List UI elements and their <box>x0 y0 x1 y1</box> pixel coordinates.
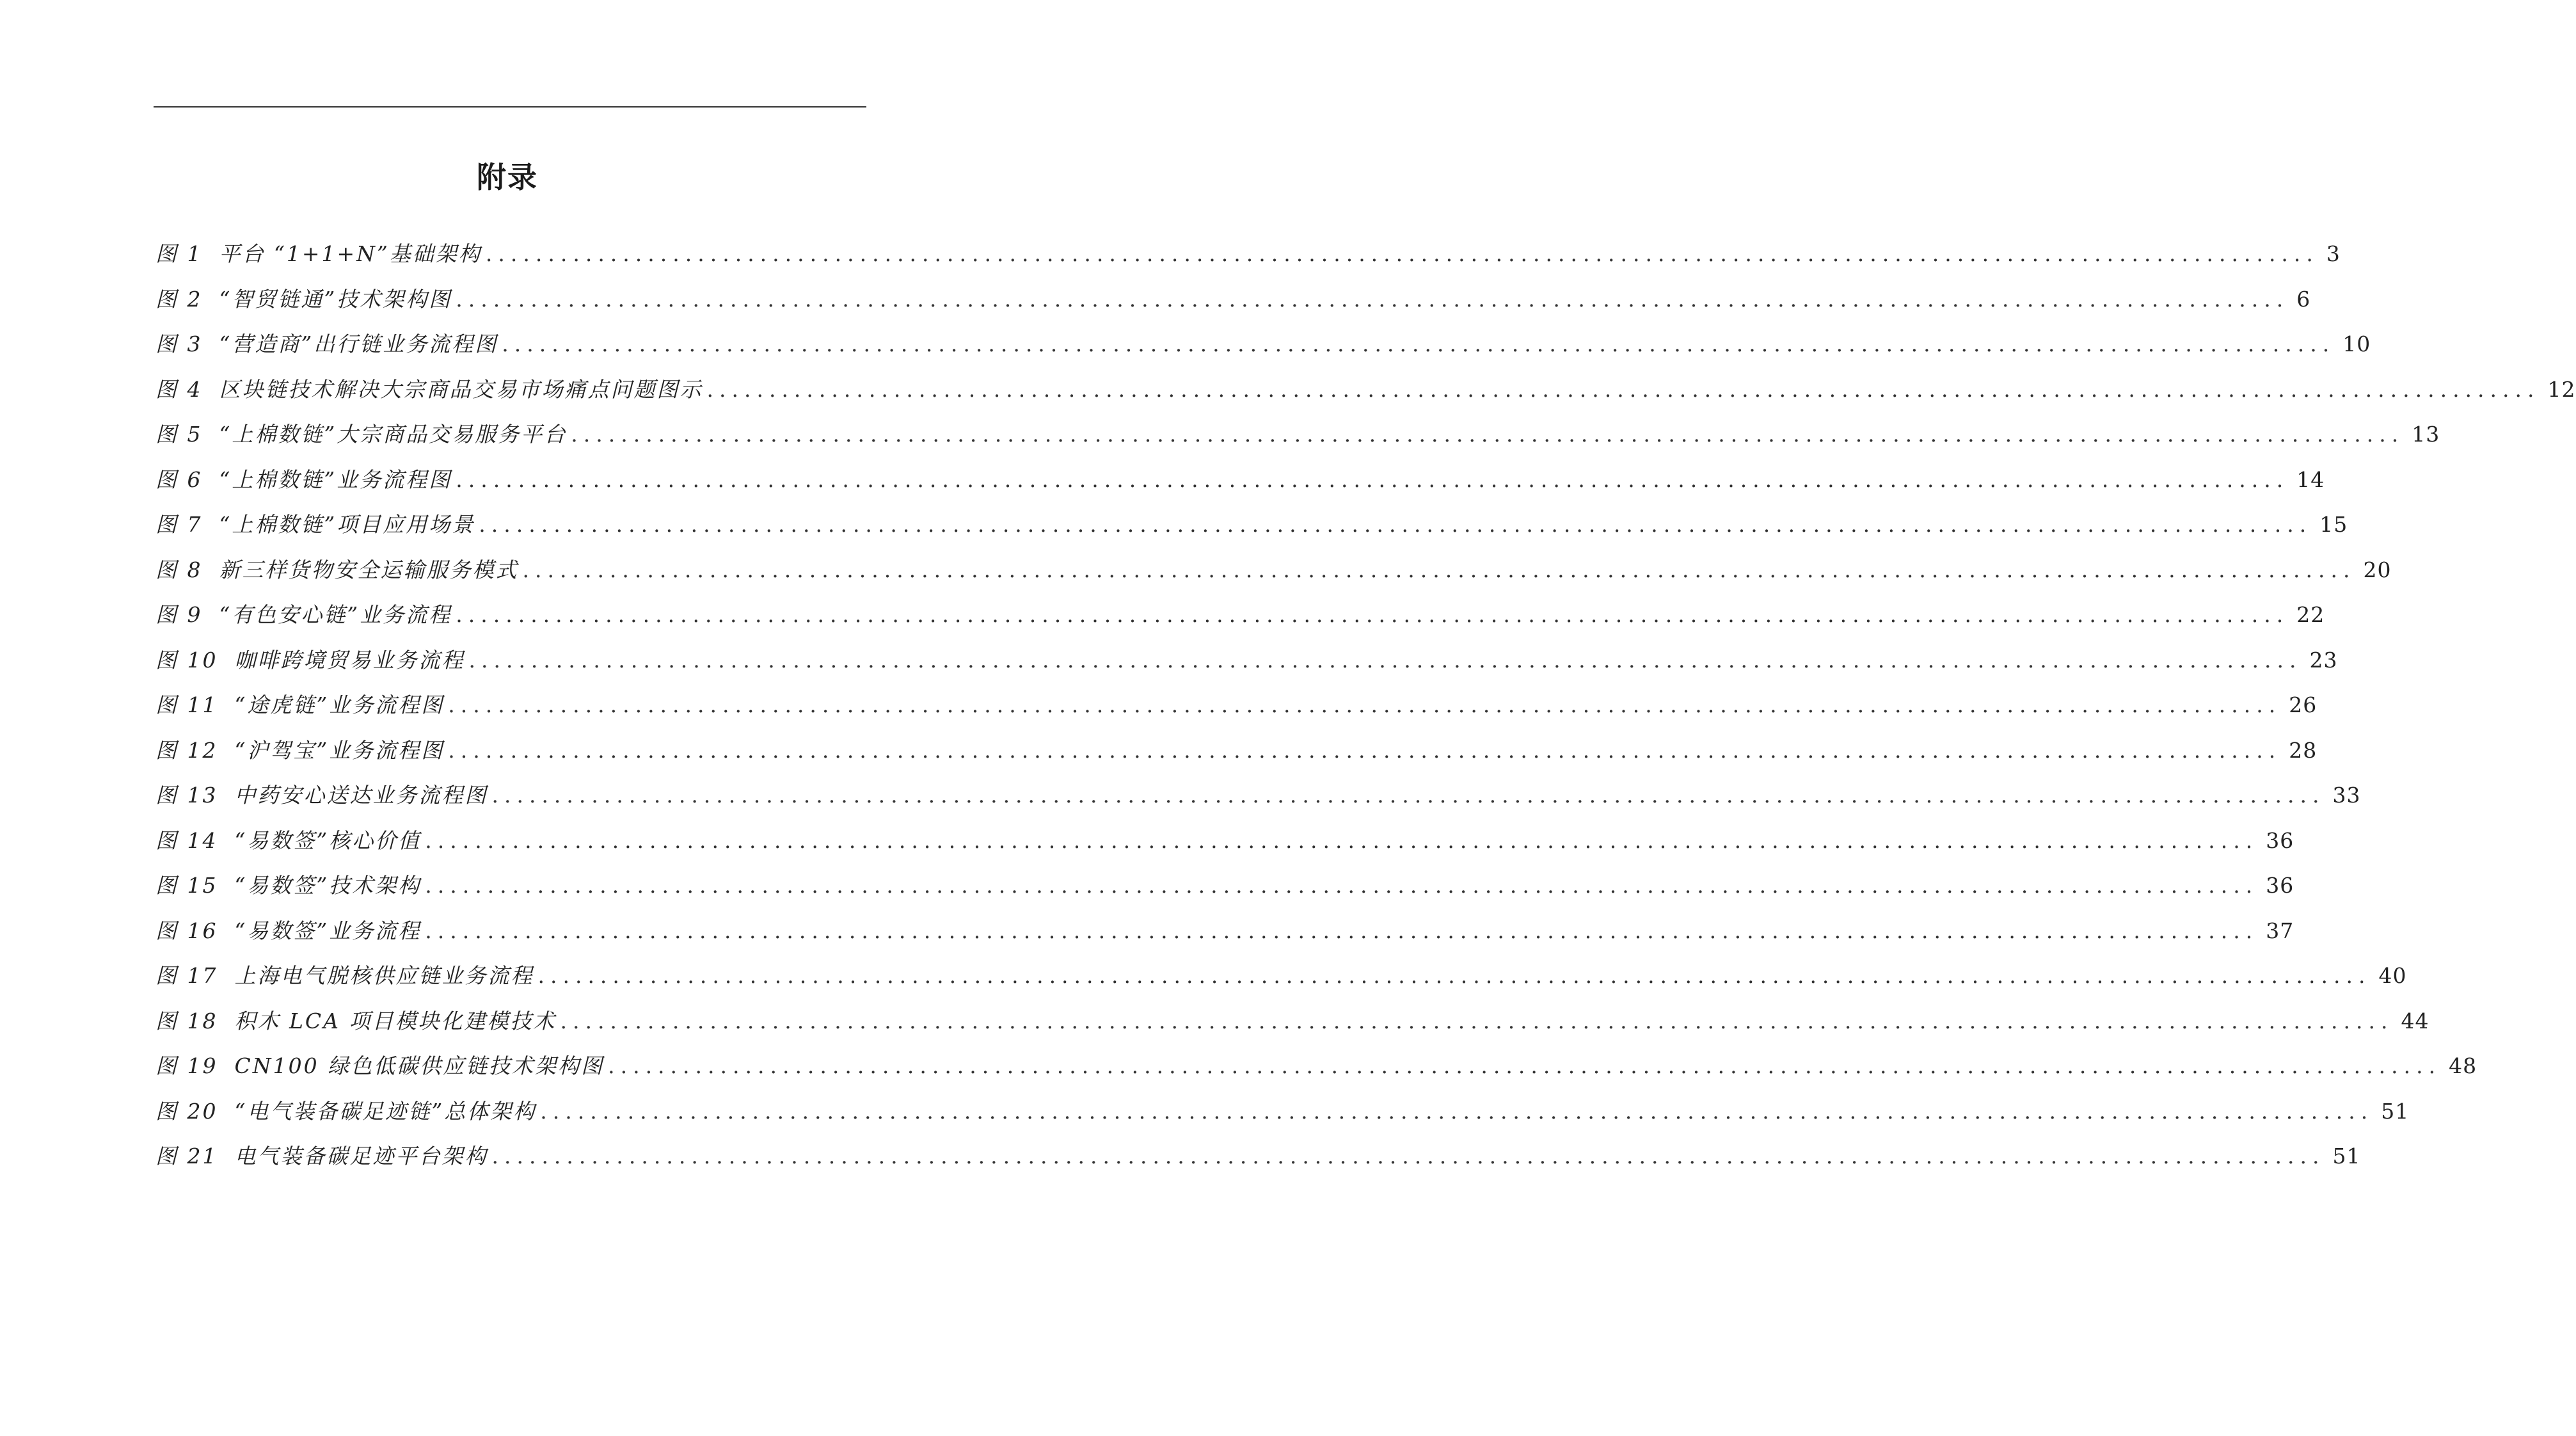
figure-number: 图 2 <box>155 286 203 312</box>
figure-number: 图 3 <box>155 331 203 356</box>
page-number: 13 <box>2412 422 2440 447</box>
page-number: 12 <box>2547 376 2576 402</box>
figure-number: 图 8 <box>155 557 203 582</box>
dot-leader: ................................................................................................................................................... <box>560 1008 2394 1033</box>
page-number: 6 <box>2296 286 2311 312</box>
page-number: 33 <box>2332 783 2361 808</box>
figure-title: “易数签”核心价值 <box>234 827 422 853</box>
figure-title: 区块链技术解决大宗商品交易市场痛点问题图示 <box>219 376 703 402</box>
page-number: 48 <box>2449 1053 2477 1078</box>
dot-leader: ................................................................................................................................................... <box>571 422 2405 447</box>
figure-number: 图 16 <box>155 918 218 943</box>
toc-entry[interactable] <box>155 1134 2361 1179</box>
figure-number: 图 13 <box>155 783 218 808</box>
figure-number: 图 20 <box>155 1098 218 1124</box>
figure-title: 中药安心送达业务流程图 <box>234 783 488 808</box>
toc-entry[interactable] <box>155 953 2407 999</box>
dot-leader: ................................................................................................................................................... <box>456 602 2289 627</box>
page-number: 44 <box>2401 1008 2429 1033</box>
dot-leader: ................................................................................................................................................... <box>425 918 2259 943</box>
dot-leader: ................................................................................................................................................... <box>485 241 2319 266</box>
figure-title: 电气装备碳足迹平台架构 <box>234 1144 488 1169</box>
toc-entry[interactable] <box>155 728 2318 774</box>
toc-entry[interactable] <box>155 818 2294 864</box>
figure-number: 图 18 <box>155 1008 218 1033</box>
page-number: 3 <box>2326 241 2341 266</box>
figure-number: 图 15 <box>155 873 218 898</box>
dot-leader: ................................................................................................................................................... <box>608 1053 2442 1078</box>
figure-number: 图 17 <box>155 963 218 988</box>
figure-title: “上棉数链”业务流程图 <box>219 467 452 492</box>
toc-entry[interactable] <box>155 683 2318 728</box>
page-title: 附录 <box>477 159 538 195</box>
figure-title: 咖啡跨境贸易业务流程 <box>234 647 465 673</box>
figure-title: “途虎链”业务流程图 <box>234 692 445 717</box>
dot-leader: ................................................................................................................................................... <box>491 783 2325 808</box>
page-number: 10 <box>2342 331 2371 356</box>
page-number: 40 <box>2378 963 2407 988</box>
dot-leader: ................................................................................................................................................... <box>479 512 2312 537</box>
toc-entry[interactable] <box>155 502 2348 548</box>
figure-title: 积木 LCA 项目模块化建模技术 <box>234 1008 557 1033</box>
dot-leader: ................................................................................................................................................... <box>502 331 2335 356</box>
figure-number: 图 4 <box>155 376 203 402</box>
figure-number: 图 5 <box>155 422 203 447</box>
dot-leader: ................................................................................................................................................... <box>522 557 2356 582</box>
figure-title: “上棉数链”项目应用场景 <box>219 512 475 537</box>
page-number: 20 <box>2363 557 2392 582</box>
toc-entry[interactable] <box>155 548 2392 593</box>
page-number: 22 <box>2296 602 2325 627</box>
toc-entry[interactable] <box>155 593 2325 638</box>
page-number: 51 <box>2381 1098 2410 1124</box>
toc-entry[interactable] <box>155 638 2338 683</box>
dot-leader: ................................................................................................................................................... <box>448 737 2282 763</box>
page-number: 37 <box>2266 918 2294 943</box>
figure-title: “上棉数链”大宗商品交易服务平台 <box>219 422 568 447</box>
toc-entry[interactable] <box>155 322 2371 367</box>
figure-list <box>155 232 2576 1179</box>
dot-leader: ................................................................................................................................................... <box>448 692 2282 717</box>
figure-title: “电气装备碳足迹链”总体架构 <box>234 1098 537 1124</box>
page-number: 23 <box>2309 647 2338 673</box>
figure-number: 图 11 <box>155 692 218 717</box>
figure-number: 图 14 <box>155 827 218 853</box>
page-number: 36 <box>2266 827 2294 853</box>
header-rule <box>154 106 866 108</box>
dot-leader: ................................................................................................................................................... <box>456 286 2289 312</box>
page-number: 36 <box>2266 873 2294 898</box>
toc-entry[interactable] <box>155 1044 2477 1089</box>
figure-number: 图 1 <box>155 241 203 266</box>
figure-number: 图 12 <box>155 737 218 763</box>
page-number: 51 <box>2332 1144 2361 1169</box>
figure-number: 图 7 <box>155 512 203 537</box>
page-number: 26 <box>2289 692 2318 717</box>
figure-title: CN100 绿色低碳供应链技术架构图 <box>234 1053 605 1078</box>
toc-entry[interactable] <box>155 1089 2410 1135</box>
figure-number: 图 10 <box>155 647 218 673</box>
dot-leader: ................................................................................................................................................... <box>425 873 2259 898</box>
toc-entry[interactable] <box>155 232 2341 277</box>
toc-entry[interactable] <box>155 863 2294 909</box>
page-number: 15 <box>2319 512 2348 537</box>
toc-entry[interactable] <box>155 458 2325 503</box>
figure-number: 图 21 <box>155 1144 218 1169</box>
dot-leader: ................................................................................................................................................... <box>425 827 2259 853</box>
dot-leader: ................................................................................................................................................... <box>537 963 2371 988</box>
toc-entry[interactable] <box>155 999 2429 1044</box>
dot-leader: ................................................................................................................................................... <box>468 647 2302 673</box>
figure-title: “营造商”出行链业务流程图 <box>219 331 498 356</box>
toc-entry[interactable] <box>155 773 2361 818</box>
page-number: 28 <box>2289 737 2318 763</box>
figure-title: 平台 “1+1+N”基础架构 <box>219 241 482 266</box>
toc-entry[interactable] <box>155 909 2294 954</box>
page-number: 14 <box>2296 467 2325 492</box>
figure-title: “易数签”业务流程 <box>234 918 422 943</box>
dot-leader: ................................................................................................................................................... <box>540 1098 2374 1124</box>
figure-number: 图 19 <box>155 1053 218 1078</box>
toc-entry[interactable] <box>155 277 2311 323</box>
figure-title: “智贸链通”技术架构图 <box>219 286 452 312</box>
dot-leader: ................................................................................................................................................... <box>456 467 2289 492</box>
toc-entry[interactable] <box>155 412 2440 458</box>
toc-entry[interactable] <box>155 367 2576 413</box>
dot-leader: ................................................................................................................................................... <box>491 1144 2325 1169</box>
figure-title: 上海电气脱核供应链业务流程 <box>234 963 534 988</box>
figure-title: 新三样货物安全运输服务模式 <box>219 557 519 582</box>
figure-title: “易数签”技术架构 <box>234 873 422 898</box>
figure-title: “有色安心链”业务流程 <box>219 602 452 627</box>
dot-leader: ................................................................................................................................................... <box>706 376 2540 402</box>
figure-number: 图 9 <box>155 602 203 627</box>
figure-number: 图 6 <box>155 467 203 492</box>
figure-title: “沪驾宝”业务流程图 <box>234 737 445 763</box>
